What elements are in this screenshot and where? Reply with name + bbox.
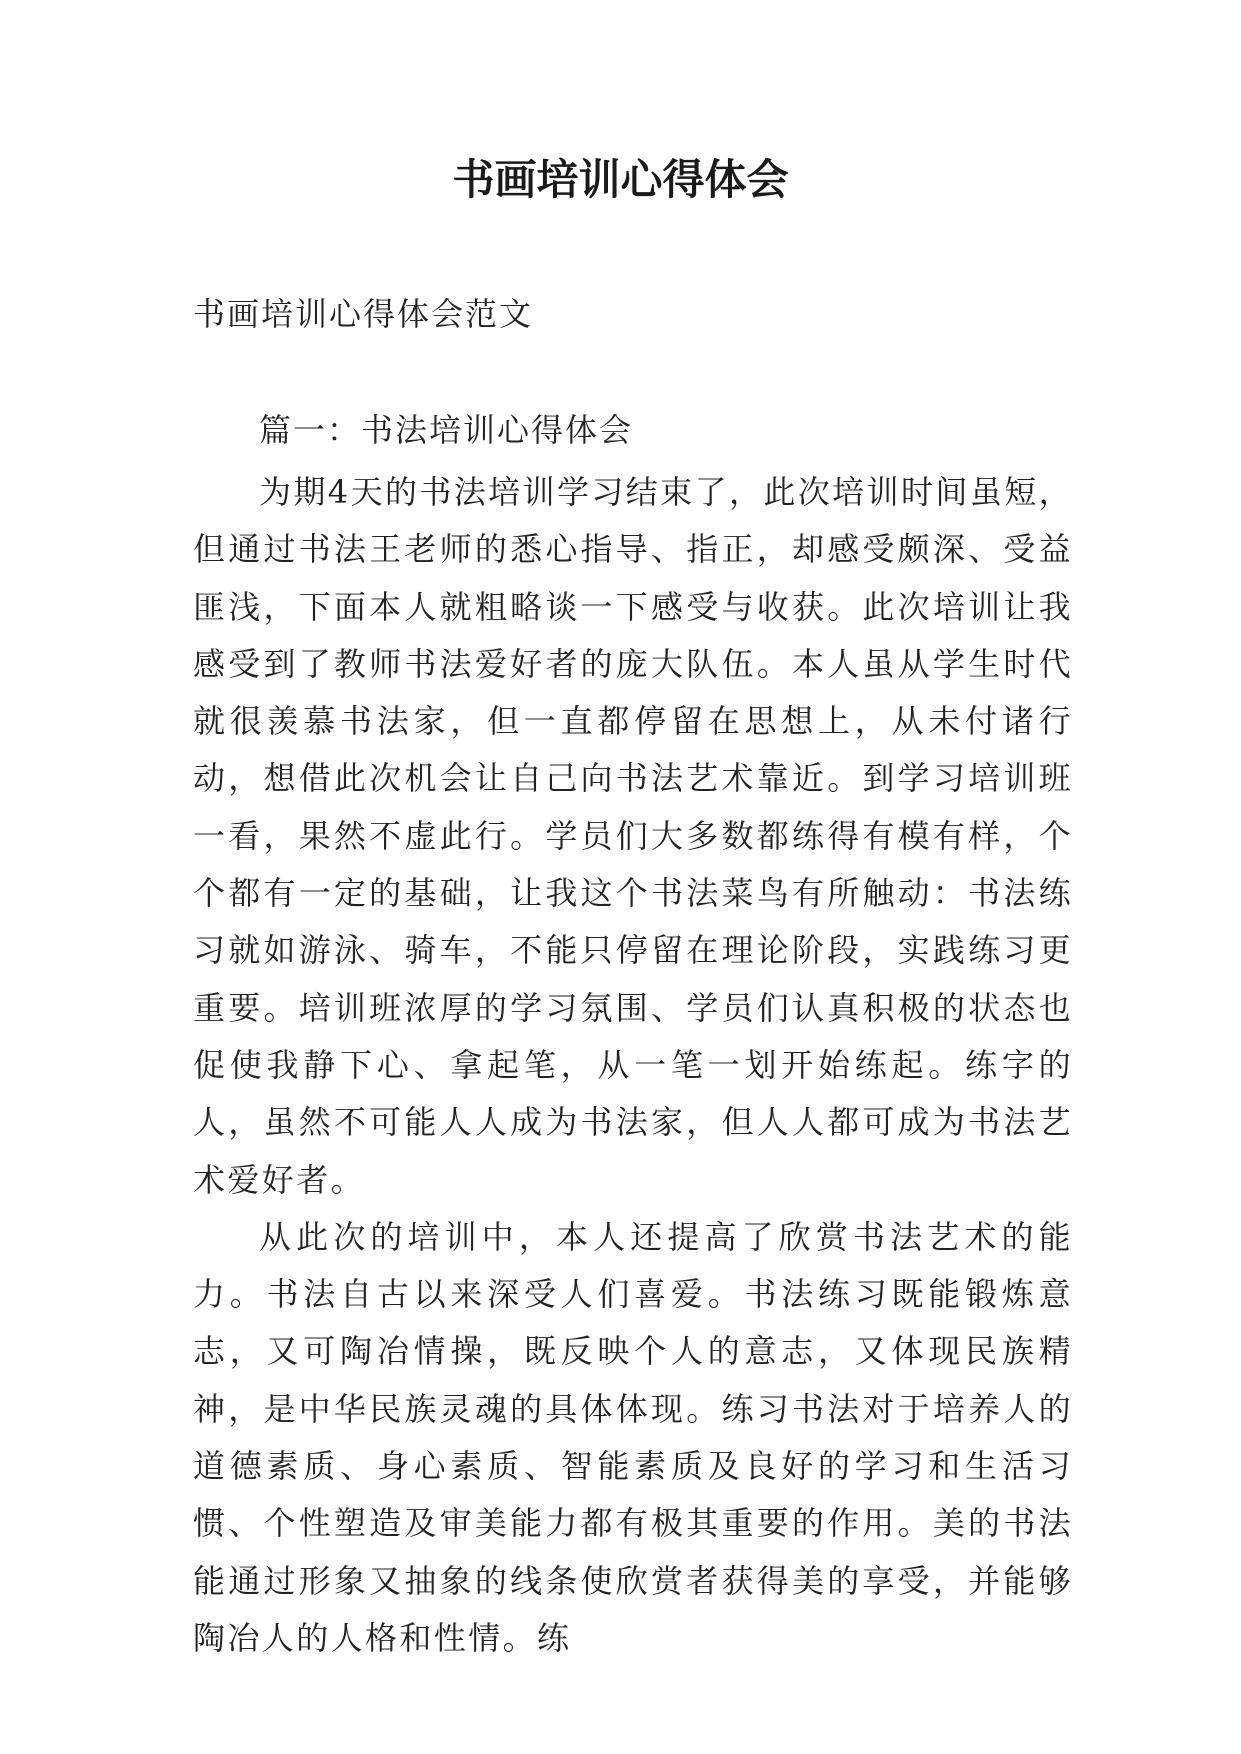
paragraph: 为期4天的书法培训学习结束了，此次培训时间虽短，但通过书法王老师的悉心指导、指正，却感受颇深、受益匪浅，下面本人就粗略谈一下感受与收获。此次培训让我感受到了教师书法爱好者的庞大队伍。本人虽从学生时代就很羡慕书法家，但一直都停留在思想上，从未付诸行动，想借此次机会让自己向书法艺术靠近。到学习培训班一看，果然不虚此行。学员们大多数都练得有模有样，个个都有一定的基础，让我这个书法菜鸟有所触动：书法练习就如游泳、骑车，不能只停留在理论阶段，实践练习更重要。培训班浓厚的学习氛围、学员们认真积极的状态也促使我静下心、拿起笔，从一笔一划开始练起。练字的人，虽然不可能人人成为书法家，但人人都可成为书法艺术爱好者。 xyxy=(193,473,1073,1199)
document-subtitle: 书画培训心得体会范文 xyxy=(193,295,534,333)
body-text xyxy=(193,464,1073,1667)
document-title: 书画培训心得体会 xyxy=(452,155,789,204)
section-heading: 篇一：书法培训心得体会 xyxy=(259,411,634,449)
paragraph: 从此次的培训中，本人还提高了欣赏书法艺术的能力。书法自古以来深受人们喜爱。书法练习既能锻炼意志，又可陶冶情操，既反映个人的意志，又体现民族精神，是中华民族灵魂的具体体现。练习书法对于培养人的道德素质、身心素质、智能素质及良好的学习和生活习惯、个性塑造及审美能力都有极其重要的作用。美的书法能通过形象又抽象的线条使欣赏者获得美的享受，并能够陶冶人的人格和性情。练 xyxy=(193,1217,1073,1657)
